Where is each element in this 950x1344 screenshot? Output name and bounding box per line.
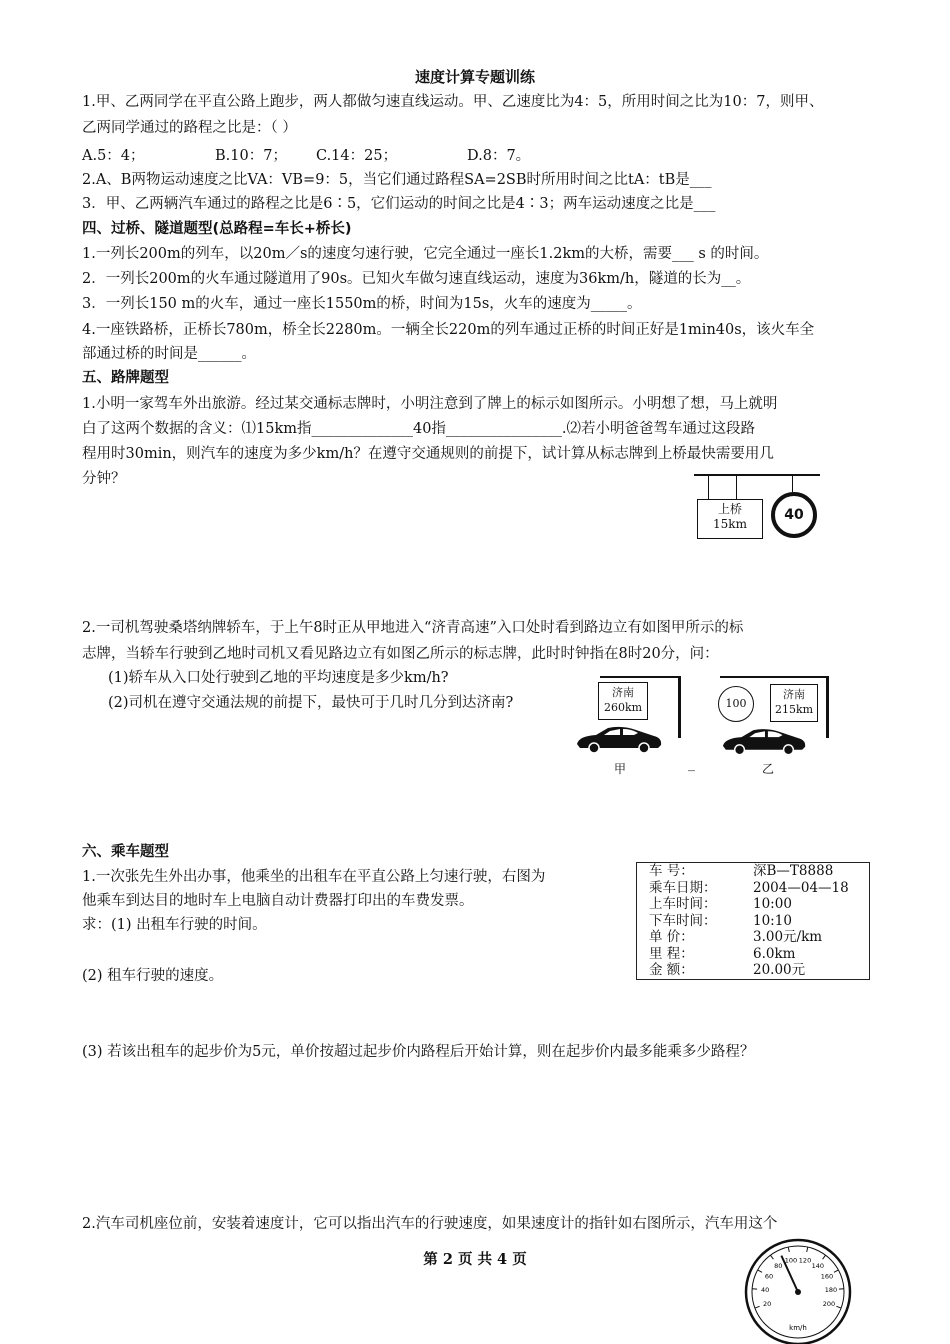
receipt-row: [637, 929, 869, 946]
bridge-sign-figure: [694, 474, 830, 544]
speed-limit-100-value: 100: [725, 697, 747, 710]
page-footer: 第 2 页 共 4 页: [423, 1251, 527, 1268]
bridge-sign-place: 上桥: [717, 502, 742, 516]
s6-q1-line-2: 他乘车到达目的地时车上电脑自动计费器打印出的车费发票。: [82, 893, 474, 909]
s5-q2-sub-1: (1)轿车从入口处行驶到乙地的平均速度是多少km/h?: [108, 670, 449, 686]
page-title: 速度计算专题训练: [414, 68, 535, 86]
receipt-value: 2004—04—18: [753, 879, 849, 896]
speedometer-tick-label: 120: [798, 1256, 812, 1265]
s6-q1-sub-3: (3) 若该出租车的起步价为5元，单价按超过起步价内路程后开始计算，则在起步价内最多能乘多少路程？: [82, 1044, 755, 1060]
sign-hanger-left: [708, 474, 709, 499]
receipt-value: 20.00元: [753, 962, 806, 978]
receipt-row: [637, 962, 869, 979]
speed-limit-value: 40: [784, 507, 804, 523]
speedometer-tick-label: 40: [760, 1286, 770, 1295]
s5-q2-sub-2: (2)司机在遵守交通法规的前提下，最快可于几时几分到达济南?: [108, 695, 514, 711]
bridge-distance-sign: [697, 499, 763, 539]
sign-yi-place: 济南: [783, 688, 805, 701]
needle-hub: [795, 1289, 801, 1295]
s5-q1-line-2: 白了这两个数据的含义：⑴15km指______________40指________________.⑵若小明爸爸驾车通过这段路: [82, 421, 756, 437]
receipt-row: [637, 896, 869, 913]
taxi-receipt: [636, 862, 870, 980]
s5-q2-line-2: 志牌，当轿车行驶到乙地时司机又看见路边立有如图乙所示的标志牌，此时时钟指在8时20分，问：: [82, 646, 719, 662]
s5-q1-line-1: 1.小明一家驾车外出旅游。经过某交通标志牌时，小明注意到了牌上的标示如图所示。小明想了想，马上就明: [82, 396, 778, 412]
receipt-key: 上车时间：: [649, 896, 717, 912]
s4-q4-line-2: 部通过桥的时间是______。: [82, 346, 256, 362]
option-b: B.10：7；: [215, 148, 287, 164]
speedometer-tick-label: 20: [762, 1300, 772, 1309]
receipt-key: 乘车日期：: [649, 879, 717, 896]
bridge-sign-distance: 15km: [713, 517, 747, 531]
option-d: D.8：7。: [467, 148, 531, 164]
q1-line-2: 乙两同学通过的路程之比是：（ ）: [82, 120, 297, 136]
receipt-value: 6.0km: [753, 945, 796, 962]
q2-line: 2.A、B两物运动速度之比VA：VB=9：5，当它们通过路程SA=2SB时所用时间之比tA：tB是___: [82, 172, 712, 188]
receipt-key: 里 程：: [649, 945, 694, 962]
s5-q1-line-3: 程用时30min，则汽车的速度为多少km/h？在遵守交通规则的前提下，试计算从标志牌到上桥最快需要用几: [82, 446, 774, 462]
section-6-heading: 六、乘车题型: [82, 844, 169, 860]
highway-signs-figure: [570, 672, 860, 784]
receipt-row: [637, 880, 869, 897]
s6-q1-line-1: 1.一次张先生外出办事，他乘坐的出租车在平直公路上匀速行驶，右图为: [82, 869, 546, 885]
q1-line-1: 1.甲、乙两同学在平直公路上跑步，两人都做匀速直线运动。甲、乙速度比为4：5，所用时间之比为10：7，则甲、: [82, 94, 824, 110]
receipt-row: [637, 863, 869, 880]
option-a: A.5：4；: [82, 148, 145, 164]
sign-jia-pole: [678, 676, 681, 738]
speedometer-tick-label: 60: [764, 1272, 774, 1281]
speedometer-tick-label: 100: [784, 1256, 798, 1265]
receipt-key: 金 额：: [649, 962, 694, 978]
speedometer-unit: km/h: [789, 1324, 807, 1332]
car-icon-jia: [574, 724, 664, 754]
section-5-heading: 五、路牌题型: [82, 370, 169, 386]
speedometer-figure: [742, 1236, 854, 1344]
s6-q1-sub-1: 求：(1) 出租车行驶的时间。: [82, 917, 267, 933]
sign-jia-beam: [600, 676, 680, 678]
option-c: C.14：25；: [316, 148, 398, 164]
receipt-row: [637, 946, 869, 963]
speedometer-tick-label: 140: [811, 1262, 824, 1271]
receipt-value: 10:00: [753, 896, 792, 912]
sign-hanger-right: [736, 474, 737, 499]
q3-line: 3．甲、乙两辆汽车通过的路程之比是6∶5，它们运动的时间之比是4∶3；两车运动速度之比是___: [82, 196, 716, 212]
receipt-key: 下车时间：: [649, 912, 717, 929]
section-4-heading: 四、过桥、隧道题型(总路程=车长+桥长): [82, 221, 352, 237]
sign-jia: [598, 682, 648, 720]
figure-separator: _: [688, 756, 695, 772]
sign-jia-distance: 260km: [603, 701, 643, 714]
s5-q1-line-4: 分钟？: [82, 471, 126, 487]
s4-q4-line-1: 4.一座铁路桥，正桥长780m，桥全长2280m。一辆全长220m的列车通过正桥的时间正好是1min40s，该火车全: [82, 322, 815, 338]
receipt-key: 单 价：: [649, 929, 694, 945]
label-yi: 乙: [762, 762, 775, 776]
sign-yi-distance: 215km: [774, 703, 814, 716]
receipt-value: 深B—T8888: [753, 863, 834, 879]
speedometer-tick-label: 180: [824, 1286, 838, 1295]
sign-yi-pole: [826, 676, 829, 738]
s4-q1: 1.一列长200m的列车，以20m／s的速度匀速行驶，它完全通过一座长1.2km的大桥，需要___ s 的时间。: [82, 246, 769, 262]
s5-q2-line-1: 2.一司机驾驶桑塔纳牌轿车，于上午8时正从甲地进入“济青高速”入口处时看到路边立有如图甲所示的标: [82, 620, 744, 636]
sign-beam: [694, 474, 820, 476]
receipt-value: 3.00元/km: [753, 929, 823, 945]
speed-limit-sign: [771, 492, 817, 538]
speedometer-tick-label: 160: [820, 1272, 834, 1281]
speedometer-tick-label: 80: [774, 1262, 783, 1271]
receipt-key: 车 号：: [649, 863, 694, 879]
sign-jia-place: 济南: [612, 686, 634, 699]
speed-limit-100-sign: [718, 686, 754, 722]
sign-yi-beam: [720, 676, 828, 678]
s6-q1-sub-2: (2) 租车行驶的速度。: [82, 968, 224, 984]
receipt-row: [637, 913, 869, 930]
receipt-value: 10:10: [753, 912, 792, 929]
label-jia: 甲: [614, 762, 627, 776]
s4-q2: 2．一列长200m的火车通过隧道用了90s。已知火车做匀速直线运动，速度为36km/h，隧道的长为__。: [82, 271, 751, 287]
car-icon-yi: [720, 726, 808, 756]
s4-q3: 3．一列长150 m的火车，通过一座长1550m的桥，时间为15s，火车的速度为_____。: [82, 296, 642, 312]
s6-q2-line-1: 2.汽车司机座位前，安装着速度计，它可以指出汽车的行驶速度，如果速度计的指针如右图所示，汽车用这个: [82, 1216, 778, 1232]
speedometer-tick-label: 200: [822, 1300, 836, 1309]
sign-hanger-circle: [792, 474, 793, 492]
sign-yi: [770, 684, 818, 722]
